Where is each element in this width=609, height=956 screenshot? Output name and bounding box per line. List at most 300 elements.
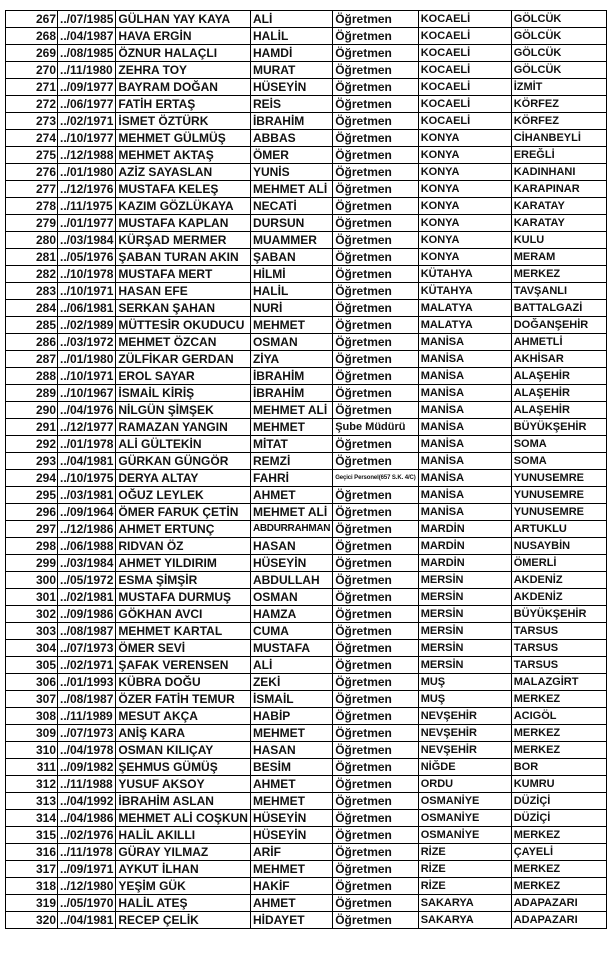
table-row: [6, 470, 607, 487]
full-name: İSMET ÖZTÜRK: [116, 113, 251, 130]
table-row: [6, 351, 607, 368]
personnel-table-body: [6, 11, 607, 929]
row-number: 312: [6, 776, 58, 793]
table-row: [6, 300, 607, 317]
row-number: 282: [6, 266, 58, 283]
table-row: [6, 674, 607, 691]
job-title: Öğretmen: [333, 623, 418, 640]
province: MERSİN: [418, 589, 511, 606]
job-title: Öğretmen: [333, 164, 418, 181]
birth-date: ../10/1975: [58, 470, 116, 487]
father-name: HASAN: [250, 538, 332, 555]
birth-date: ../01/1980: [58, 164, 116, 181]
district: KUMRU: [511, 776, 606, 793]
father-name: İSMAİL: [250, 691, 332, 708]
full-name: ZEHRA TOY: [116, 62, 251, 79]
province: MANİSA: [418, 351, 511, 368]
job-title: Öğretmen: [333, 198, 418, 215]
district: YUNUSEMRE: [511, 470, 606, 487]
full-name: ZÜLFİKAR GERDAN: [116, 351, 251, 368]
job-title: Öğretmen: [333, 776, 418, 793]
birth-date: ../12/1980: [58, 878, 116, 895]
birth-date: ../08/1985: [58, 45, 116, 62]
full-name: SERKAN ŞAHAN: [116, 300, 251, 317]
row-number: 267: [6, 11, 58, 28]
district: AKHİSAR: [511, 351, 606, 368]
birth-date: ../09/1977: [58, 79, 116, 96]
province: MANİSA: [418, 419, 511, 436]
row-number: 292: [6, 436, 58, 453]
birth-date: ../01/1978: [58, 436, 116, 453]
birth-date: ../10/1978: [58, 266, 116, 283]
full-name: KAZIM GÖZLÜKAYA: [116, 198, 251, 215]
district: YUNUSEMRE: [511, 487, 606, 504]
table-row: [6, 45, 607, 62]
birth-date: ../03/1981: [58, 487, 116, 504]
father-name: AHMET: [250, 895, 332, 912]
row-number: 285: [6, 317, 58, 334]
full-name: ŞAFAK VERENSEN: [116, 657, 251, 674]
district: MERKEZ: [511, 742, 606, 759]
birth-date: ../01/1993: [58, 674, 116, 691]
table-row: [6, 436, 607, 453]
row-number: 271: [6, 79, 58, 96]
father-name: HASAN: [250, 742, 332, 759]
father-name: ABDULLAH: [250, 572, 332, 589]
province: NEVŞEHİR: [418, 708, 511, 725]
province: NEVŞEHİR: [418, 742, 511, 759]
father-name: ÖMER: [250, 147, 332, 164]
province: RİZE: [418, 844, 511, 861]
full-name: RIDVAN ÖZ: [116, 538, 251, 555]
province: MANİSA: [418, 368, 511, 385]
job-title: Öğretmen: [333, 283, 418, 300]
full-name: MESUT AKÇA: [116, 708, 251, 725]
district: ARTUKLU: [511, 521, 606, 538]
father-name: MURAT: [250, 62, 332, 79]
father-name: ZİYA: [250, 351, 332, 368]
father-name: REİS: [250, 96, 332, 113]
province: MERSİN: [418, 606, 511, 623]
birth-date: ../11/1975: [58, 198, 116, 215]
job-title: Öğretmen: [333, 657, 418, 674]
province: MARDİN: [418, 555, 511, 572]
birth-date: ../12/1977: [58, 419, 116, 436]
row-number: 295: [6, 487, 58, 504]
father-name: ABDURRAHMAN: [250, 521, 332, 538]
job-title: Öğretmen: [333, 249, 418, 266]
row-number: 286: [6, 334, 58, 351]
father-name: MEHMET: [250, 317, 332, 334]
job-title: Öğretmen: [333, 147, 418, 164]
job-title: Öğretmen: [333, 742, 418, 759]
birth-date: ../12/1988: [58, 147, 116, 164]
district: KADINHANI: [511, 164, 606, 181]
table-row: [6, 232, 607, 249]
full-name: HAVA ERGİN: [116, 28, 251, 45]
district: TARSUS: [511, 623, 606, 640]
job-title: Öğretmen: [333, 504, 418, 521]
father-name: ALİ: [250, 11, 332, 28]
row-number: 303: [6, 623, 58, 640]
table-row: [6, 878, 607, 895]
table-row: [6, 181, 607, 198]
personnel-table: [5, 10, 607, 929]
birth-date: ../05/1970: [58, 895, 116, 912]
province: MANİSA: [418, 385, 511, 402]
table-row: [6, 623, 607, 640]
row-number: 307: [6, 691, 58, 708]
birth-date: ../07/1985: [58, 11, 116, 28]
district: NUSAYBİN: [511, 538, 606, 555]
district: ACIGÖL: [511, 708, 606, 725]
birth-date: ../02/1971: [58, 113, 116, 130]
table-row: [6, 147, 607, 164]
father-name: OSMAN: [250, 589, 332, 606]
table-row: [6, 912, 607, 929]
province: MANİSA: [418, 504, 511, 521]
birth-date: ../05/1976: [58, 249, 116, 266]
province: MARDİN: [418, 521, 511, 538]
province: KOCAELİ: [418, 79, 511, 96]
birth-date: ../11/1980: [58, 62, 116, 79]
father-name: ŞABAN: [250, 249, 332, 266]
row-number: 284: [6, 300, 58, 317]
table-row: [6, 28, 607, 45]
job-title: Öğretmen: [333, 79, 418, 96]
province: MANİSA: [418, 487, 511, 504]
table-row: [6, 759, 607, 776]
row-number: 309: [6, 725, 58, 742]
row-number: 277: [6, 181, 58, 198]
province: ORDU: [418, 776, 511, 793]
table-row: [6, 691, 607, 708]
table-row: [6, 606, 607, 623]
table-row: [6, 810, 607, 827]
job-title: Öğretmen: [333, 113, 418, 130]
job-title: Öğretmen: [333, 436, 418, 453]
job-title: Öğretmen: [333, 725, 418, 742]
table-row: [6, 572, 607, 589]
full-name: OSMAN KILIÇAY: [116, 742, 251, 759]
birth-date: ../04/1978: [58, 742, 116, 759]
row-number: 275: [6, 147, 58, 164]
province: RİZE: [418, 861, 511, 878]
table-row: [6, 62, 607, 79]
birth-date: ../02/1976: [58, 827, 116, 844]
father-name: HÜSEYİN: [250, 827, 332, 844]
father-name: CUMA: [250, 623, 332, 640]
job-title: Öğretmen: [333, 861, 418, 878]
full-name: OĞUZ LEYLEK: [116, 487, 251, 504]
district: KARAPINAR: [511, 181, 606, 198]
table-row: [6, 827, 607, 844]
table-row: [6, 266, 607, 283]
district: SOMA: [511, 436, 606, 453]
province: KONYA: [418, 249, 511, 266]
job-title: Öğretmen: [333, 827, 418, 844]
province: KONYA: [418, 215, 511, 232]
job-title: Öğretmen: [333, 266, 418, 283]
row-number: 278: [6, 198, 58, 215]
birth-date: ../05/1972: [58, 572, 116, 589]
table-row: [6, 725, 607, 742]
table-row: [6, 521, 607, 538]
district: ÖMERLİ: [511, 555, 606, 572]
table-row: [6, 487, 607, 504]
full-name: ŞEHMUS GÜMÜŞ: [116, 759, 251, 776]
birth-date: ../11/1989: [58, 708, 116, 725]
job-title: Öğretmen: [333, 368, 418, 385]
district: TAVŞANLI: [511, 283, 606, 300]
district: MERKEZ: [511, 861, 606, 878]
district: GÖLCÜK: [511, 11, 606, 28]
province: MERSİN: [418, 572, 511, 589]
row-number: 308: [6, 708, 58, 725]
full-name: AZİZ SAYASLAN: [116, 164, 251, 181]
table-row: [6, 504, 607, 521]
province: MANİSA: [418, 436, 511, 453]
district: ALAŞEHİR: [511, 402, 606, 419]
full-name: HASAN EFE: [116, 283, 251, 300]
birth-date: ../06/1981: [58, 300, 116, 317]
district: KÖRFEZ: [511, 113, 606, 130]
district: BÜYÜKŞEHİR: [511, 419, 606, 436]
birth-date: ../11/1988: [58, 776, 116, 793]
job-title: Öğretmen: [333, 691, 418, 708]
row-number: 290: [6, 402, 58, 419]
full-name: MEHMET ALİ COŞKUN: [116, 810, 251, 827]
full-name: İSMAİL KİRİŞ: [116, 385, 251, 402]
district: ÇAYELİ: [511, 844, 606, 861]
father-name: HALİL: [250, 283, 332, 300]
row-number: 268: [6, 28, 58, 45]
father-name: HÜSEYİN: [250, 79, 332, 96]
job-title: Öğretmen: [333, 402, 418, 419]
father-name: NECATİ: [250, 198, 332, 215]
row-number: 298: [6, 538, 58, 555]
full-name: EROL SAYAR: [116, 368, 251, 385]
row-number: 300: [6, 572, 58, 589]
job-title: Öğretmen: [333, 300, 418, 317]
row-number: 315: [6, 827, 58, 844]
district: MERAM: [511, 249, 606, 266]
row-number: 310: [6, 742, 58, 759]
table-row: [6, 402, 607, 419]
table-row: [6, 589, 607, 606]
row-number: 306: [6, 674, 58, 691]
row-number: 319: [6, 895, 58, 912]
province: MARDİN: [418, 538, 511, 555]
birth-date: ../02/1989: [58, 317, 116, 334]
province: MERSİN: [418, 657, 511, 674]
job-title: Öğretmen: [333, 674, 418, 691]
table-row: [6, 861, 607, 878]
full-name: AHMET YILDIRIM: [116, 555, 251, 572]
full-name: ANİŞ KARA: [116, 725, 251, 742]
job-title: Öğretmen: [333, 351, 418, 368]
row-number: 305: [6, 657, 58, 674]
job-title: Öğretmen: [333, 453, 418, 470]
district: KARATAY: [511, 198, 606, 215]
row-number: 294: [6, 470, 58, 487]
full-name: ŞABAN TURAN AKIN: [116, 249, 251, 266]
job-title: Öğretmen: [333, 28, 418, 45]
birth-date: ../06/1977: [58, 96, 116, 113]
birth-date: ../08/1987: [58, 623, 116, 640]
birth-date: ../09/1986: [58, 606, 116, 623]
full-name: GÜLHAN YAY KAYA: [116, 11, 251, 28]
district: TARSUS: [511, 657, 606, 674]
father-name: HAMZA: [250, 606, 332, 623]
father-name: HİDAYET: [250, 912, 332, 929]
table-row: [6, 317, 607, 334]
full-name: RAMAZAN YANGIN: [116, 419, 251, 436]
birth-date: ../04/1992: [58, 793, 116, 810]
table-row: [6, 283, 607, 300]
full-name: MUSTAFA DURMUŞ: [116, 589, 251, 606]
birth-date: ../06/1988: [58, 538, 116, 555]
birth-date: ../10/1971: [58, 368, 116, 385]
table-row: [6, 793, 607, 810]
province: MANİSA: [418, 453, 511, 470]
district: EREĞLİ: [511, 147, 606, 164]
full-name: HALİL AKILLI: [116, 827, 251, 844]
job-title: Öğretmen: [333, 11, 418, 28]
table-row: [6, 198, 607, 215]
father-name: BESİM: [250, 759, 332, 776]
full-name: GÜRAY YILMAZ: [116, 844, 251, 861]
district: KARATAY: [511, 215, 606, 232]
province: KOCAELİ: [418, 62, 511, 79]
birth-date: ../04/1987: [58, 28, 116, 45]
district: MERKEZ: [511, 827, 606, 844]
table-row: [6, 776, 607, 793]
row-number: 273: [6, 113, 58, 130]
birth-date: ../10/1977: [58, 130, 116, 147]
father-name: ARİF: [250, 844, 332, 861]
row-number: 311: [6, 759, 58, 776]
father-name: MEHMET: [250, 419, 332, 436]
job-title: Öğretmen: [333, 640, 418, 657]
job-title: Öğretmen: [333, 317, 418, 334]
father-name: MEHMET: [250, 793, 332, 810]
district: DOĞANŞEHİR: [511, 317, 606, 334]
full-name: NİLGÜN ŞİMŞEK: [116, 402, 251, 419]
full-name: MUSTAFA KELEŞ: [116, 181, 251, 198]
birth-date: ../09/1971: [58, 861, 116, 878]
job-title: Öğretmen: [333, 130, 418, 147]
table-row: [6, 640, 607, 657]
district: GÖLCÜK: [511, 62, 606, 79]
district: ALAŞEHİR: [511, 368, 606, 385]
birth-date: ../09/1982: [58, 759, 116, 776]
district: MERKEZ: [511, 725, 606, 742]
job-title: Öğretmen: [333, 589, 418, 606]
father-name: ALİ: [250, 657, 332, 674]
full-name: HALİL ATEŞ: [116, 895, 251, 912]
full-name: MEHMET KARTAL: [116, 623, 251, 640]
father-name: MEHMET ALİ: [250, 504, 332, 521]
job-title: Öğretmen: [333, 215, 418, 232]
father-name: HÜSEYİN: [250, 555, 332, 572]
row-number: 293: [6, 453, 58, 470]
birth-date: ../04/1981: [58, 912, 116, 929]
district: AKDENİZ: [511, 589, 606, 606]
job-title: Öğretmen: [333, 538, 418, 555]
row-number: 291: [6, 419, 58, 436]
birth-date: ../07/1973: [58, 640, 116, 657]
job-title: Öğretmen: [333, 487, 418, 504]
job-title: Öğretmen: [333, 334, 418, 351]
job-title: Öğretmen: [333, 912, 418, 929]
father-name: MİTAT: [250, 436, 332, 453]
job-title: Öğretmen: [333, 606, 418, 623]
table-row: [6, 164, 607, 181]
birth-date: ../01/1980: [58, 351, 116, 368]
job-title: Öğretmen: [333, 45, 418, 62]
father-name: MEHMET ALİ: [250, 402, 332, 419]
table-row: [6, 113, 607, 130]
table-row: [6, 96, 607, 113]
job-title: Öğretmen: [333, 232, 418, 249]
province: KÜTAHYA: [418, 283, 511, 300]
district: YUNUSEMRE: [511, 504, 606, 521]
province: KÜTAHYA: [418, 266, 511, 283]
row-number: 289: [6, 385, 58, 402]
full-name: MUSTAFA KAPLAN: [116, 215, 251, 232]
full-name: ALİ GÜLTEKİN: [116, 436, 251, 453]
full-name: ÖZNUR HALAÇLI: [116, 45, 251, 62]
full-name: İBRAHİM ASLAN: [116, 793, 251, 810]
province: MUŞ: [418, 691, 511, 708]
table-row: [6, 742, 607, 759]
table-row: [6, 844, 607, 861]
full-name: ESMA ŞİMŞİR: [116, 572, 251, 589]
birth-date: ../12/1986: [58, 521, 116, 538]
row-number: 281: [6, 249, 58, 266]
father-name: HÜSEYİN: [250, 810, 332, 827]
father-name: MEHMET: [250, 725, 332, 742]
row-number: 301: [6, 589, 58, 606]
father-name: AHMET: [250, 776, 332, 793]
table-row: [6, 385, 607, 402]
province: MALATYA: [418, 300, 511, 317]
district: AKDENİZ: [511, 572, 606, 589]
table-row: [6, 334, 607, 351]
father-name: MUAMMER: [250, 232, 332, 249]
row-number: 320: [6, 912, 58, 929]
province: KONYA: [418, 147, 511, 164]
full-name: MEHMET GÜLMÜŞ: [116, 130, 251, 147]
full-name: KÜRŞAD MERMER: [116, 232, 251, 249]
row-number: 304: [6, 640, 58, 657]
province: MANİSA: [418, 470, 511, 487]
job-title: Şube Müdürü: [333, 419, 418, 436]
father-name: İBRAHİM: [250, 385, 332, 402]
province: KONYA: [418, 198, 511, 215]
birth-date: ../01/1977: [58, 215, 116, 232]
table-row: [6, 11, 607, 28]
birth-date: ../10/1971: [58, 283, 116, 300]
table-row: [6, 895, 607, 912]
province: KONYA: [418, 232, 511, 249]
birth-date: ../02/1981: [58, 589, 116, 606]
birth-date: ../11/1978: [58, 844, 116, 861]
row-number: 313: [6, 793, 58, 810]
district: KULU: [511, 232, 606, 249]
province: KOCAELİ: [418, 11, 511, 28]
